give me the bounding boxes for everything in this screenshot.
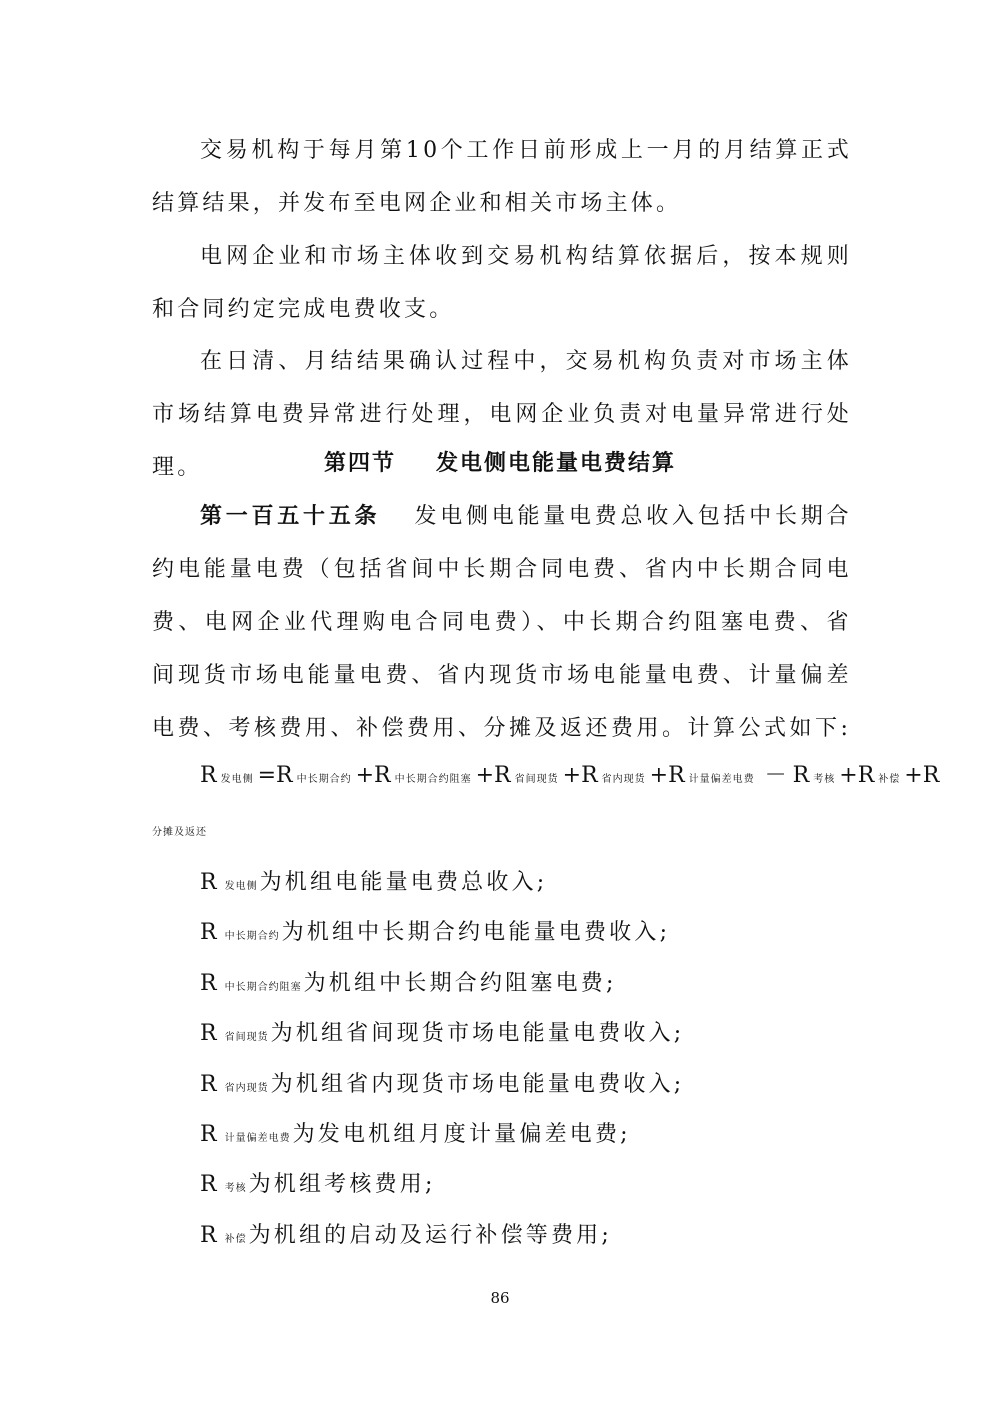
page-number: 86 [490,1289,510,1307]
formula-term-symbol: R [922,763,940,788]
formula-lhs-symbol: R [200,763,217,788]
formula-term-sub: 中长期合约阻塞 [394,774,472,785]
formula-term-symbol: R [581,763,598,788]
definition-item [200,908,684,958]
article-155 [152,490,852,755]
paragraph-fee-payment: 电网企业和市场主体收到交易机构结算依据后，按本规则和合同约定完成电费收支。 [152,244,852,322]
definition-item [200,1060,684,1110]
formula-term-symbol: R [374,763,391,788]
section-heading [0,441,1000,485]
formula-term-symbol: R [792,763,810,788]
formula-operator: + [562,763,582,788]
definition-subscript: 省内现货 [224,1082,269,1094]
formula-operator: + [839,763,858,788]
formula-term-sub: 省内现货 [601,774,646,785]
formula-tail-sub: 分摊及返还 [152,827,207,838]
formula-lhs-sub: 发电侧 [220,774,254,785]
formula-term-sub: 考核 [813,774,836,785]
formula-term-sub: 省间现货 [514,774,559,785]
definition-subscript: 计量偏差电费 [224,1132,291,1144]
formula [200,760,947,796]
definition-text: 为机组中长期合约电能量电费收入; [281,920,671,946]
formula-term-symbol: R [668,763,685,788]
definition-subscript: 发电侧 [224,881,258,892]
definition-text: 为发电机组月度计量偏差电费; [292,1121,631,1147]
formula-operator: + [355,763,375,788]
article-text: 发电侧电能量电费总收入包括中长期合约电能量电费（包括省间中长期合同电费、省内中长期合同电费、电网企业代理购电合同电费）、中长期合约阻塞电费、省间现货市场电能量电费、省内现货市场电能量电费、计量偏差电费、考核费用、补偿费用、分摊及返还费用。计算公式如下: [152,504,852,741]
definition-symbol: R [200,1172,217,1198]
section-number: 第四节 [323,450,396,476]
definition-text: 为机组考核费用; [248,1172,436,1198]
formula-operator: － [764,763,787,788]
definition-item [200,858,684,908]
definition-symbol: R [200,1071,217,1097]
formula-terms [276,763,947,788]
definition-item [200,1211,684,1261]
formula-term-sub: 补偿 [878,774,901,785]
formula-term-sub: 中长期合约 [296,774,352,785]
definition-symbol: R [200,970,217,996]
definition-subscript: 补偿 [224,1233,247,1245]
definition-item [200,1009,684,1059]
formula-operator: + [475,763,495,788]
paragraph-exception-handling: 在日清、月结结果确认过程中，交易机构负责对市场主体市场结算电费异常进行处理，电网企业负责对电量异常进行处理。 [152,349,852,480]
definition-text: 为机组省内现货市场电能量电费收入; [270,1071,685,1097]
definition-subscript: 中长期合约阻塞 [224,981,302,993]
article-number: 第一百五十五条 [200,503,381,529]
definition-subscript: 中长期合约 [224,931,280,943]
formula-equals: = [257,763,277,788]
formula-operator: + [904,763,923,788]
formula-term-sub: 计量偏差电费 [688,774,755,785]
formula-term-symbol: R [857,763,875,788]
definition-symbol: R [200,920,217,946]
definition-text: 为机组中长期合约阻塞电费; [303,970,617,996]
definition-text: 为机组省间现货市场电能量电费收入; [270,1021,685,1047]
definition-symbol: R [200,870,217,895]
definition-item [200,1160,684,1210]
definition-list [200,858,684,1261]
formula-term-symbol: R [494,763,511,788]
definition-symbol: R [200,1121,217,1147]
section-title: 发电侧电能量电费结算 [436,450,677,476]
definition-item [200,1110,684,1160]
definition-text: 为机组的启动及运行补偿等费用; [248,1222,612,1248]
definition-symbol: R [200,1021,217,1047]
definition-item [200,959,684,1009]
paragraph-settlement-result: 交易机构于每月第10个工作日前形成上一月的月结算正式结算结果，并发布至电网企业和相关市场主体。 [152,138,852,216]
definition-subscript: 省间现货 [224,1032,269,1044]
definition-subscript: 考核 [224,1183,247,1195]
definition-symbol: R [200,1222,217,1248]
definition-text: 为机组电能量电费总收入; [259,870,548,895]
formula-operator: + [649,763,669,788]
formula-term-symbol: R [276,763,293,788]
